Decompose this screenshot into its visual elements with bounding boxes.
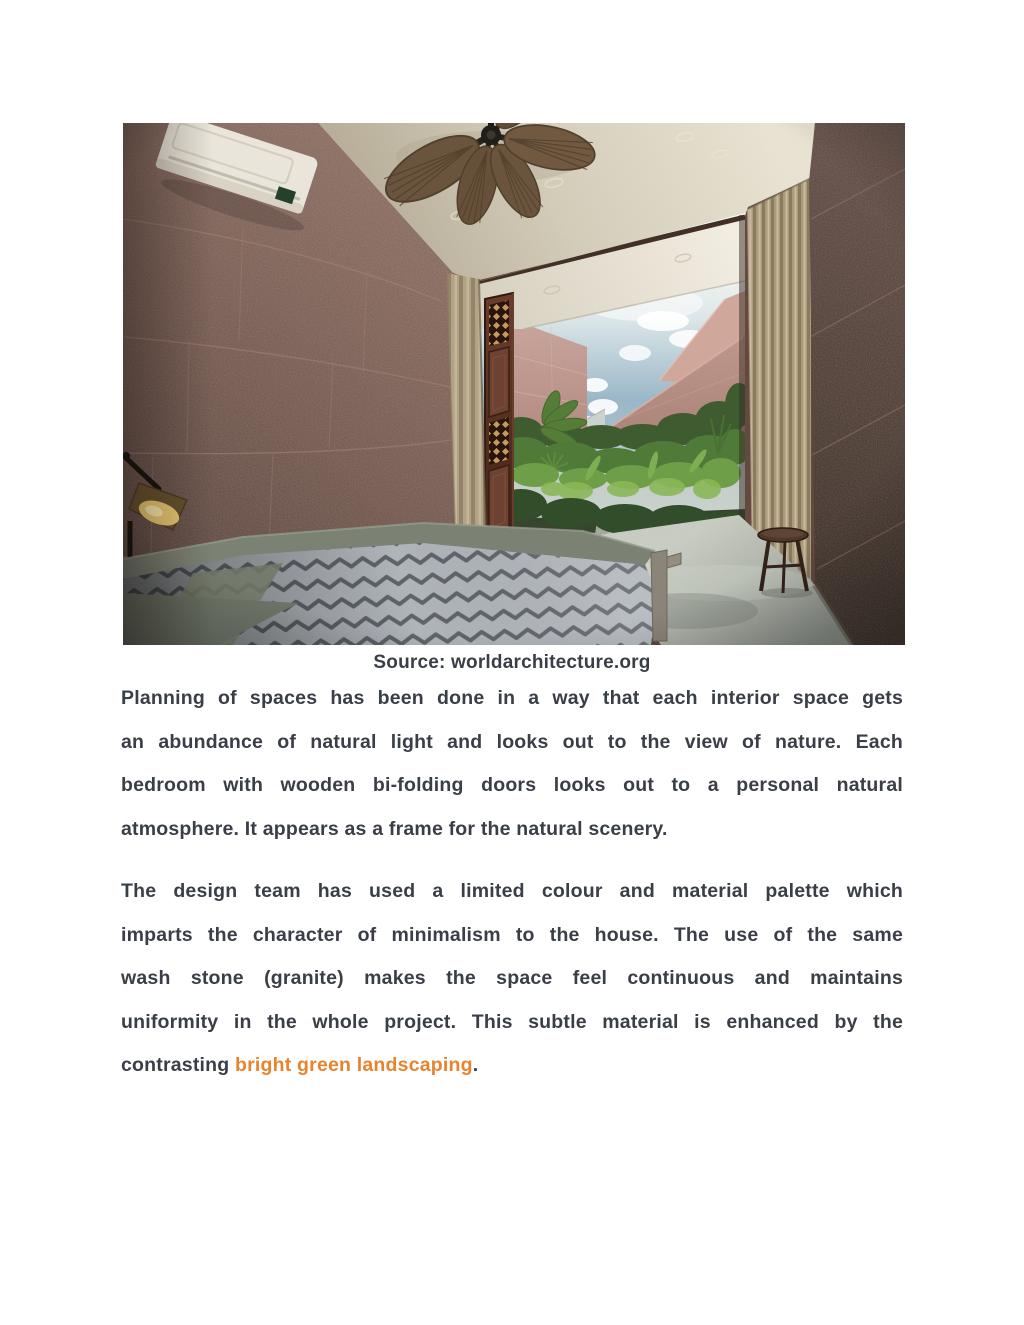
paragraph <box>121 870 903 1088</box>
text-run: The design team has used a limited colour and material palette which <box>121 880 903 902</box>
text-run: . <box>472 1054 479 1077</box>
text-run: contrasting <box>121 1054 235 1077</box>
text-line <box>121 764 903 808</box>
text-line <box>121 677 903 721</box>
text-run: wash stone (granite) makes the space feel continuous and maintains <box>121 967 903 990</box>
text-run: imparts the character of minimalism to the house. The use of the same <box>121 923 903 946</box>
bedroom-photo <box>123 123 905 645</box>
paragraph <box>121 677 903 851</box>
text-run: an abundance of natural light and looks out to the view of nature. Each <box>121 730 903 753</box>
text-run: atmosphere. It appears as a frame for the natural scenery. <box>121 817 668 840</box>
text-line <box>121 808 903 852</box>
text-line <box>121 870 903 914</box>
text-line <box>121 957 903 1001</box>
text-line <box>121 721 903 765</box>
text-run: bedroom with wooden bi-folding doors looks out to a personal natural <box>121 774 903 797</box>
text-run: Planning of spaces has been done in a way that each interior space gets <box>121 687 903 709</box>
photo-caption: Source: worldarchitecture.org <box>373 652 651 673</box>
text-line <box>121 1044 903 1088</box>
bright-green-landscaping-link[interactable]: bright green landscaping <box>235 1054 473 1077</box>
text-line <box>121 914 903 958</box>
text-run: uniformity in the whole project. This subtle material is enhanced by the <box>121 1010 903 1033</box>
text-line <box>121 1001 903 1045</box>
